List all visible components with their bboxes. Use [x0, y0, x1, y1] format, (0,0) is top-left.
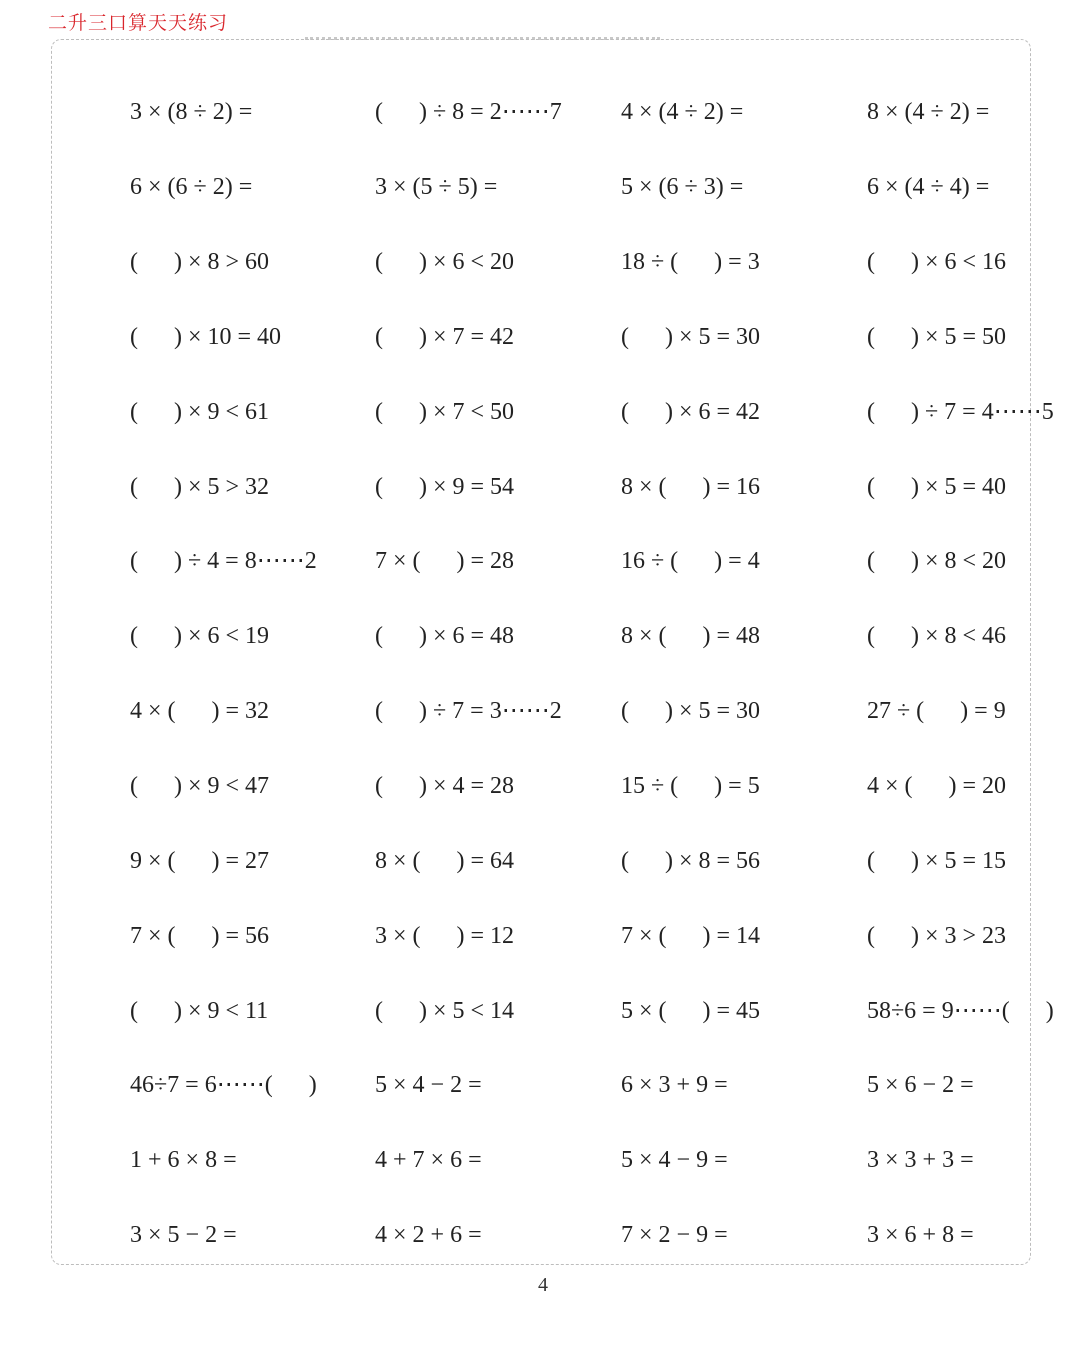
math-problem: 7 × ( ) = 14	[621, 922, 761, 949]
math-problem: 3 × 6 + 8 =	[867, 1222, 974, 1249]
math-problem: 16 ÷ ( ) = 4	[621, 548, 760, 575]
math-problem: ( ) × 9 = 54	[375, 473, 515, 500]
math-problem: 6 × (6 ÷ 2) =	[130, 174, 253, 201]
math-problem: 4 × 2 + 6 =	[375, 1222, 482, 1249]
math-problem: ( ) × 6 < 16	[867, 249, 1007, 276]
math-problem: 8 × ( ) = 16	[621, 473, 761, 500]
math-problem: ( ) × 5 < 14	[375, 997, 515, 1024]
math-problem: ( ) × 8 < 46	[867, 623, 1007, 650]
math-problem: ( ) × 7 < 50	[375, 398, 515, 425]
math-problem: 8 × ( ) = 64	[375, 847, 515, 874]
math-problem: 3 × 5 − 2 =	[130, 1222, 237, 1249]
math-problem: 7 × ( ) = 56	[130, 922, 270, 949]
math-problem: 5 × 4 − 2 =	[375, 1072, 482, 1099]
math-problem: ( ) × 4 = 28	[375, 773, 515, 800]
math-problem: ( ) × 6 < 20	[375, 249, 515, 276]
math-problem: 1 + 6 × 8 =	[130, 1147, 237, 1174]
math-problem: ( ) × 8 < 20	[867, 548, 1007, 575]
math-problem: ( ) × 10 = 40	[130, 323, 282, 350]
math-problem: ( ) × 5 = 40	[867, 473, 1007, 500]
math-problem: 5 × ( ) = 45	[621, 997, 761, 1024]
math-problem: ( ) × 9 < 61	[130, 398, 270, 425]
math-problem: 6 × (4 ÷ 4) =	[867, 174, 990, 201]
math-problem: ( ) × 8 > 60	[130, 249, 270, 276]
math-problem: 58÷6 = 9⋯⋯( )	[867, 997, 1054, 1024]
math-problem: 46÷7 = 6⋯⋯( )	[130, 1072, 317, 1099]
math-problem: 3 × 3 + 3 =	[867, 1147, 974, 1174]
math-problem: ( ) × 5 = 30	[621, 323, 761, 350]
math-problem: ( ) × 5 > 32	[130, 473, 270, 500]
math-problem: 3 × (8 ÷ 2) =	[130, 99, 253, 126]
math-problem: 3 × ( ) = 12	[375, 922, 515, 949]
math-problem: 7 × ( ) = 28	[375, 548, 515, 575]
math-problem: 3 × (5 ÷ 5) =	[375, 174, 498, 201]
math-problem: 8 × ( ) = 48	[621, 623, 761, 650]
math-problem: 27 ÷ ( ) = 9	[867, 698, 1006, 725]
math-problem: 6 × 3 + 9 =	[621, 1072, 728, 1099]
math-problem: ( ) ÷ 7 = 3⋯⋯2	[375, 698, 562, 725]
math-problem: 4 × ( ) = 32	[130, 698, 270, 725]
math-problem: 9 × ( ) = 27	[130, 847, 270, 874]
page-number: 4	[538, 1274, 548, 1296]
math-problem: 4 × ( ) = 20	[867, 773, 1007, 800]
math-problem: 5 × 6 − 2 =	[867, 1072, 974, 1099]
problem-grid	[130, 75, 1080, 1273]
math-problem: ( ) × 9 < 47	[130, 773, 270, 800]
math-problem: ( ) × 3 > 23	[867, 922, 1007, 949]
math-problem: 18 ÷ ( ) = 3	[621, 249, 760, 276]
math-problem: ( ) ÷ 4 = 8⋯⋯2	[130, 548, 317, 575]
math-problem: 5 × 4 − 9 =	[621, 1147, 728, 1174]
math-problem: ( ) × 6 = 42	[621, 398, 761, 425]
math-problem: 4 × (4 ÷ 2) =	[621, 99, 744, 126]
math-problem: ( ) × 6 < 19	[130, 623, 270, 650]
math-problem: ( ) × 5 = 30	[621, 698, 761, 725]
math-problem: ( ) × 9 < 11	[130, 997, 269, 1024]
math-problem: 5 × (6 ÷ 3) =	[621, 174, 744, 201]
math-problem: ( ) ÷ 7 = 4⋯⋯5	[867, 398, 1054, 425]
math-problem: ( ) ÷ 8 = 2⋯⋯7	[375, 99, 562, 126]
math-problem: ( ) × 5 = 50	[867, 323, 1007, 350]
math-problem: ( ) × 5 = 15	[867, 847, 1007, 874]
worksheet-frame	[51, 39, 1054, 1265]
math-problem: 15 ÷ ( ) = 5	[621, 773, 760, 800]
math-problem: ( ) × 6 = 48	[375, 623, 515, 650]
math-problem: 4 + 7 × 6 =	[375, 1147, 482, 1174]
worksheet-title: 二升三口算天天练习	[48, 12, 229, 34]
math-problem: ( ) × 7 = 42	[375, 323, 515, 350]
math-problem: 8 × (4 ÷ 2) =	[867, 99, 990, 126]
math-problem: 7 × 2 − 9 =	[621, 1222, 728, 1249]
math-problem: ( ) × 8 = 56	[621, 847, 761, 874]
